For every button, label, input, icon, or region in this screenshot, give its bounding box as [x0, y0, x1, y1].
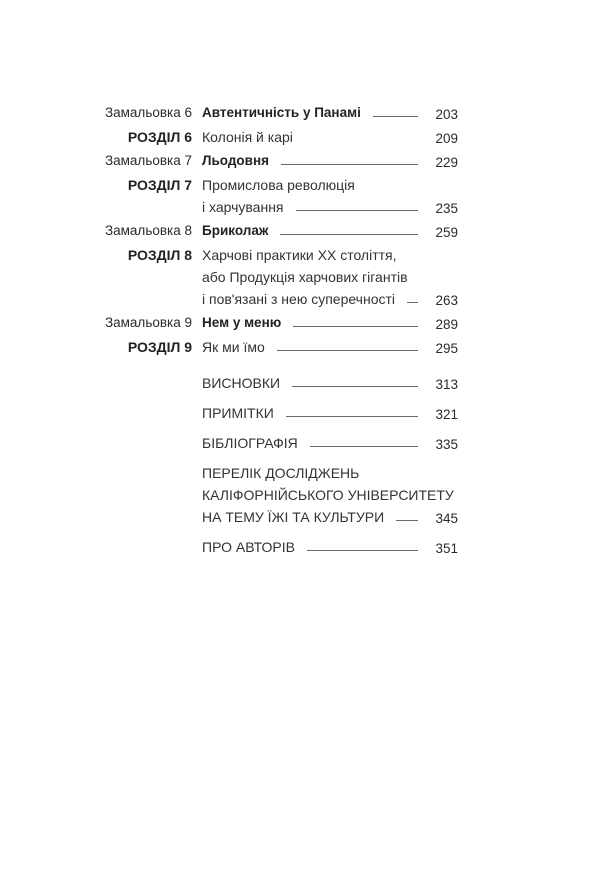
entry-title-line: Колонія й карі [202, 129, 293, 145]
entry-title [202, 372, 462, 394]
toc-entry[interactable] [0, 402, 600, 426]
entry-title [202, 536, 462, 558]
toc-entry[interactable] [0, 536, 600, 560]
entry-title [202, 432, 462, 454]
toc-entry[interactable] [0, 102, 600, 126]
entry-title-line: і пов'язані з нею суперечності [202, 291, 396, 307]
entry-title-line: Льодовня [202, 153, 269, 168]
entry-title-line: Автентичність у Панамі [202, 105, 361, 120]
entry-title [202, 220, 462, 242]
leader-line [296, 209, 418, 211]
leader-line [396, 519, 418, 521]
entry-label: РОЗДІЛ 9 [127, 339, 192, 355]
entry-title [202, 402, 462, 424]
entry-title-line: або Продукція харчових гігантів [202, 269, 408, 285]
entry-title-line: ПЕРЕЛІК ДОСЛІДЖЕНЬ [202, 465, 360, 481]
leader-line [293, 325, 418, 327]
page-number: 351 [435, 541, 458, 556]
page-number: 321 [435, 407, 458, 422]
entry-title [202, 174, 462, 218]
leader-line [310, 445, 418, 447]
entry-title-line: БІБЛІОГРАФІЯ [202, 435, 298, 451]
entry-title [202, 312, 462, 334]
entry-title [202, 462, 462, 528]
entry-label: Замальовка 9 [104, 315, 192, 330]
entry-title-line: КАЛІФОРНІЙСЬКОГО УНІВЕРСИТЕТУ [202, 487, 454, 503]
page-number: 313 [435, 377, 458, 392]
entry-title-line: Як ми їмо [202, 339, 265, 355]
entry-title-line: ВИСНОВКИ [202, 375, 281, 391]
toc-entry[interactable] [0, 244, 600, 312]
entry-title-line: Харчові практики XX століття, [202, 247, 397, 263]
entry-title [202, 244, 462, 310]
leader-line [373, 115, 418, 117]
page-number: 209 [435, 131, 458, 146]
entry-title-line: і харчування [202, 199, 284, 215]
toc-entry[interactable] [0, 126, 600, 150]
entry-label: РОЗДІЛ 7 [127, 177, 192, 193]
entry-label: РОЗДІЛ 6 [127, 129, 192, 145]
page-number: 229 [435, 155, 458, 170]
page-number: 295 [435, 341, 458, 356]
page-number: 289 [435, 317, 458, 332]
entry-title [202, 150, 462, 172]
leader-line [407, 301, 418, 303]
entry-label: Замальовка 7 [104, 153, 192, 168]
table-of-contents [0, 102, 600, 560]
leader-line [281, 163, 418, 165]
page-number: 345 [435, 511, 458, 526]
toc-entry[interactable] [0, 174, 600, 220]
page-number: 335 [435, 437, 458, 452]
toc-entry[interactable] [0, 432, 600, 456]
toc-entry[interactable] [0, 220, 600, 244]
leader-line [292, 385, 418, 387]
entry-title-line: Нем у меню [202, 315, 282, 330]
entry-title [202, 336, 462, 358]
toc-entry[interactable] [0, 312, 600, 336]
leader-line [277, 349, 418, 351]
entry-title [202, 102, 462, 124]
entry-label: РОЗДІЛ 8 [127, 247, 192, 263]
toc-entry[interactable] [0, 372, 600, 396]
leader-line [286, 415, 418, 417]
leader-line [305, 140, 418, 141]
entry-title-line: Промислова революція [202, 177, 355, 193]
entry-title-line: НА ТЕМУ ЇЖІ ТА КУЛЬТУРИ [202, 509, 385, 525]
leader-line [307, 549, 418, 551]
page-number: 203 [435, 107, 458, 122]
page-number: 263 [435, 293, 458, 308]
toc-entry[interactable] [0, 150, 600, 174]
entry-label: Замальовка 6 [104, 105, 192, 120]
page-number: 259 [435, 225, 458, 240]
toc-entry[interactable] [0, 462, 600, 530]
leader-line [280, 233, 418, 235]
entry-title [202, 126, 462, 148]
entry-title-line: ПРО АВТОРІВ [202, 539, 295, 555]
page-number: 235 [435, 201, 458, 216]
entry-label: Замальовка 8 [104, 223, 192, 238]
entry-title-line: Бриколаж [202, 223, 269, 238]
entry-title-line: ПРИМІТКИ [202, 405, 274, 421]
toc-entry[interactable] [0, 336, 600, 360]
